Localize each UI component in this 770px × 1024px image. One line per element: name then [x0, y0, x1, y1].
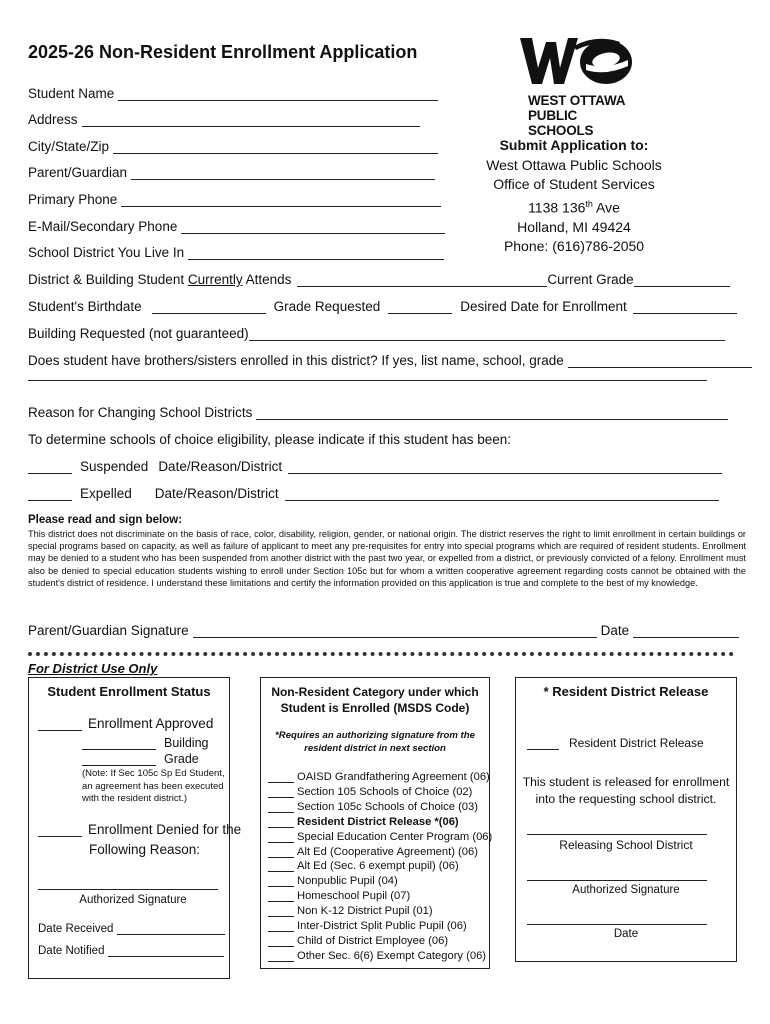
- parent-guardian-label: Parent/Guardian: [28, 165, 128, 180]
- category-checkbox-line[interactable]: [268, 815, 294, 828]
- date-received-row: [38, 922, 225, 935]
- category-item: [268, 934, 492, 949]
- primary-phone-row: [28, 192, 441, 207]
- category-item-label: Alt Ed (Sec. 6 exempt pupil) (06): [297, 860, 459, 873]
- submit-address-block: [474, 136, 674, 257]
- sign-disclaimer: This district does not discriminate on the basis of race, color, disability, religion, gender, or national origin. The district reserves the right to limit enrollment in certain buildings or special programs based on capacity, as well as failure of applicant to meet any pre-requisites for entry into special programs which are required of resident students. Enrollment may be denied to a student who has been suspended from another district with the past two year, or expelled from a district, or previously convicted of a felony. Enrollment must also be denied to special education students wishing to enroll under Section 105c but for whom a written cooperative agreement regarding costs cannot be obtained with the student's district of residence. I understand these limitations and certify the information provided on this application is true and complete to the best of my knowledge.: [28, 529, 746, 588]
- eligibility-row: [28, 432, 511, 447]
- district-use-heading: For District Use Only: [28, 661, 158, 676]
- expelled-field[interactable]: [28, 486, 72, 501]
- date-notified-field[interactable]: [108, 944, 224, 957]
- desired-date-label: Desired Date for Enrollment: [460, 299, 627, 314]
- category-item: [268, 770, 492, 785]
- birthdate-row: [28, 299, 737, 314]
- birthdate-label: Student's Birthdate: [28, 299, 142, 314]
- submit-city: Holland, MI 49424: [517, 218, 631, 235]
- district-live-field[interactable]: [188, 245, 444, 260]
- student-name-row: [28, 86, 438, 101]
- release-item-row: [527, 736, 704, 750]
- category-item-label: Child of District Employee (06): [297, 934, 449, 947]
- category-item: [268, 889, 492, 904]
- submit-office: Office of Student Services: [493, 176, 655, 192]
- category-item-label: Inter-District Split Public Pupil (06): [297, 920, 467, 933]
- grade-field[interactable]: [82, 751, 156, 766]
- sign-heading: Please read and sign below:: [28, 514, 183, 526]
- category-item: [268, 800, 492, 815]
- suspended-label: Suspended: [80, 459, 149, 474]
- category-item-label: Section 105 Schools of Choice (02): [297, 785, 473, 798]
- parent-signature-field[interactable]: [193, 623, 597, 638]
- siblings-label: Does student have brothers/sisters enrolled in this district? If yes, list name, school, grade: [28, 353, 564, 368]
- district-building-label: [28, 272, 295, 287]
- eligibility-label: To determine schools of choice eligibility, please indicate if this student has been:: [28, 432, 512, 447]
- category-item-label: Nonpublic Pupil (04): [297, 875, 398, 888]
- category-item: [268, 859, 492, 874]
- release-item-field[interactable]: [527, 737, 559, 750]
- suspended-date-reason-label: Date/Reason/District: [158, 459, 283, 474]
- submit-heading: Submit Application to:: [499, 137, 649, 153]
- current-grade-field[interactable]: [634, 272, 730, 287]
- category-item-label: Special Education Center Program (06): [297, 830, 493, 843]
- reason-field[interactable]: [256, 405, 728, 420]
- denied-label-1: Enrollment Denied for the: [88, 822, 242, 837]
- date-received-label: Date Received: [38, 923, 114, 935]
- category-checkbox-line[interactable]: [268, 770, 294, 783]
- suspended-field[interactable]: [28, 459, 72, 474]
- date-received-field[interactable]: [117, 922, 225, 935]
- release-heading: * Resident District Release: [543, 684, 709, 699]
- approved-field[interactable]: [38, 716, 82, 731]
- category-checkbox-line[interactable]: [268, 904, 294, 917]
- category-checkbox-line[interactable]: [268, 874, 294, 887]
- category-heading-1: Non-Resident Category under which: [271, 685, 479, 699]
- street-number: 1138 136: [528, 199, 586, 216]
- release-text-1: This student is released for enrollment: [522, 775, 730, 789]
- release-authorized-signature-label: Authorized Signature: [572, 884, 680, 896]
- city-state-zip-row: [28, 139, 438, 154]
- district-building-field[interactable]: [297, 272, 547, 287]
- parent-signature-row: [28, 623, 739, 638]
- denied-field[interactable]: [38, 822, 82, 837]
- building-field[interactable]: [82, 735, 156, 750]
- submit-street: [474, 195, 674, 218]
- release-text: [515, 774, 737, 808]
- category-checkbox-line[interactable]: [268, 800, 294, 813]
- student-name-field[interactable]: [118, 86, 438, 101]
- parent-signature-label: Parent/Guardian Signature: [28, 623, 189, 638]
- building-requested-field[interactable]: [249, 326, 725, 341]
- district-logo: [516, 36, 638, 138]
- grade-row: [82, 751, 199, 766]
- district-live-row: [28, 245, 444, 260]
- category-item-label: Non K-12 District Pupil (01): [297, 905, 433, 918]
- birthdate-field[interactable]: [152, 299, 266, 314]
- category-item: [268, 919, 492, 934]
- district-live-label: School District You Live In: [28, 245, 185, 260]
- desired-date-field[interactable]: [633, 299, 737, 314]
- building-label: Building: [164, 736, 209, 750]
- release-signature-field[interactable]: [527, 880, 707, 881]
- building-row: [82, 735, 208, 750]
- address-row: [28, 112, 420, 127]
- form-title: 2025-26 Non-Resident Enrollment Application: [28, 42, 418, 62]
- denied-row: [38, 822, 241, 837]
- student-name-label: Student Name: [28, 86, 115, 101]
- parent-guardian-row: [28, 165, 435, 180]
- approved-label: Enrollment Approved: [88, 716, 214, 731]
- city-state-zip-label: City/State/Zip: [28, 139, 110, 154]
- category-checkbox-line[interactable]: [268, 934, 294, 947]
- address-field[interactable]: [82, 112, 420, 127]
- signature-date-field[interactable]: [633, 623, 739, 638]
- category-item-label: Resident District Release *(06): [297, 815, 459, 828]
- current-grade-label: Current Grade: [547, 272, 634, 287]
- category-item: [268, 785, 492, 800]
- status-note: (Note: If Sec 105c Sp Ed Student, an agreement has been executed with the resident district.): [82, 768, 225, 804]
- category-note-1: *Requires an authorizing signature from the: [275, 730, 475, 741]
- category-note: [260, 730, 490, 755]
- siblings-field-continued[interactable]: [28, 380, 707, 381]
- logo-line-1: WEST OTTAWA: [528, 93, 626, 108]
- category-item: [268, 949, 492, 964]
- status-authorized-signature-label: Authorized Signature: [79, 894, 187, 906]
- wo-logo-mark-icon: [516, 36, 636, 88]
- denied-label-2: Following Reason:: [89, 842, 201, 857]
- email-phone-field[interactable]: [181, 219, 445, 234]
- primary-phone-label: Primary Phone: [28, 192, 118, 207]
- reason-row: [28, 405, 728, 420]
- category-item: [268, 904, 492, 919]
- suspended-row: [28, 459, 722, 474]
- address-label: Address: [28, 112, 78, 127]
- email-phone-label: E-Mail/Secondary Phone: [28, 219, 178, 234]
- city-state-zip-field[interactable]: [113, 139, 438, 154]
- district-building-label-a: District & Building Student: [28, 272, 188, 287]
- category-item: [268, 830, 492, 845]
- category-checkbox-line[interactable]: [268, 919, 294, 932]
- category-item-label: Alt Ed (Cooperative Agreement) (06): [297, 845, 478, 858]
- date-notified-label: Date Notified: [38, 945, 105, 957]
- releasing-district-label: Releasing School District: [559, 838, 693, 852]
- primary-phone-field[interactable]: [121, 192, 441, 207]
- logo-line-2: PUBLIC SCHOOLS: [528, 108, 594, 138]
- category-heading: [260, 684, 490, 716]
- street-rest: Ave: [592, 199, 620, 216]
- releasing-district-field[interactable]: [527, 834, 707, 835]
- submit-org: West Ottawa Public Schools: [486, 156, 662, 173]
- category-item: [268, 845, 492, 860]
- building-requested-row: [28, 326, 725, 341]
- category-checkbox-line[interactable]: [268, 785, 294, 798]
- submit-phone: Phone: (616)786-2050: [503, 238, 645, 255]
- expelled-date-reason-label: Date/Reason/District: [154, 486, 279, 501]
- siblings-row: [28, 353, 752, 368]
- suspended-details-field[interactable]: [288, 459, 722, 474]
- reason-label: Reason for Changing School Districts: [28, 405, 253, 420]
- siblings-field[interactable]: [568, 353, 752, 368]
- category-checkbox-line[interactable]: [268, 949, 294, 962]
- enrollment-status-heading: Student Enrollment Status: [47, 684, 211, 699]
- release-date-field[interactable]: [527, 924, 707, 925]
- date-notified-row: [38, 944, 224, 957]
- category-checkbox-line[interactable]: [268, 830, 294, 843]
- street-suffix: th: [585, 198, 593, 209]
- district-building-label-b: Attends: [242, 272, 292, 287]
- category-item-label: Section 105c Schools of Choice (03): [297, 800, 478, 813]
- category-item-label: Homeschool Pupil (07): [297, 890, 411, 903]
- email-phone-row: [28, 219, 445, 234]
- district-building-row: [28, 272, 730, 287]
- district-building-label-u: Currently: [187, 272, 243, 287]
- category-list: [268, 770, 492, 964]
- grade-requested-label: Grade Requested: [273, 299, 381, 314]
- section-divider: [28, 652, 734, 656]
- grade-requested-field[interactable]: [388, 299, 452, 314]
- category-item: [268, 874, 492, 889]
- parent-guardian-field[interactable]: [131, 165, 435, 180]
- category-checkbox-line[interactable]: [268, 889, 294, 902]
- denied-signature-field[interactable]: [38, 889, 218, 890]
- expelled-label: Expelled: [80, 486, 132, 501]
- expelled-row: [28, 486, 719, 501]
- category-item-label: OAISD Grandfathering Agreement (06): [297, 771, 490, 783]
- release-box: [515, 677, 737, 962]
- approved-row: [38, 716, 213, 731]
- release-item-label: Resident District Release: [569, 736, 704, 750]
- release-text-2: into the requesting school district.: [535, 792, 717, 806]
- category-checkbox-line[interactable]: [268, 859, 294, 872]
- category-heading-2: Student is Enrolled (MSDS Code): [280, 701, 470, 715]
- category-checkbox-line[interactable]: [268, 845, 294, 858]
- category-item-label: Other Sec. 6(6) Exempt Category (06): [297, 949, 487, 962]
- expelled-details-field[interactable]: [285, 486, 719, 501]
- signature-date-label: Date: [600, 623, 630, 638]
- building-requested-label: Building Requested (not guaranteed): [28, 326, 249, 341]
- category-note-2: resident district in next section: [304, 742, 446, 754]
- category-item: [268, 815, 492, 830]
- release-date-label: Date: [613, 928, 639, 940]
- grade-label: Grade: [164, 752, 199, 766]
